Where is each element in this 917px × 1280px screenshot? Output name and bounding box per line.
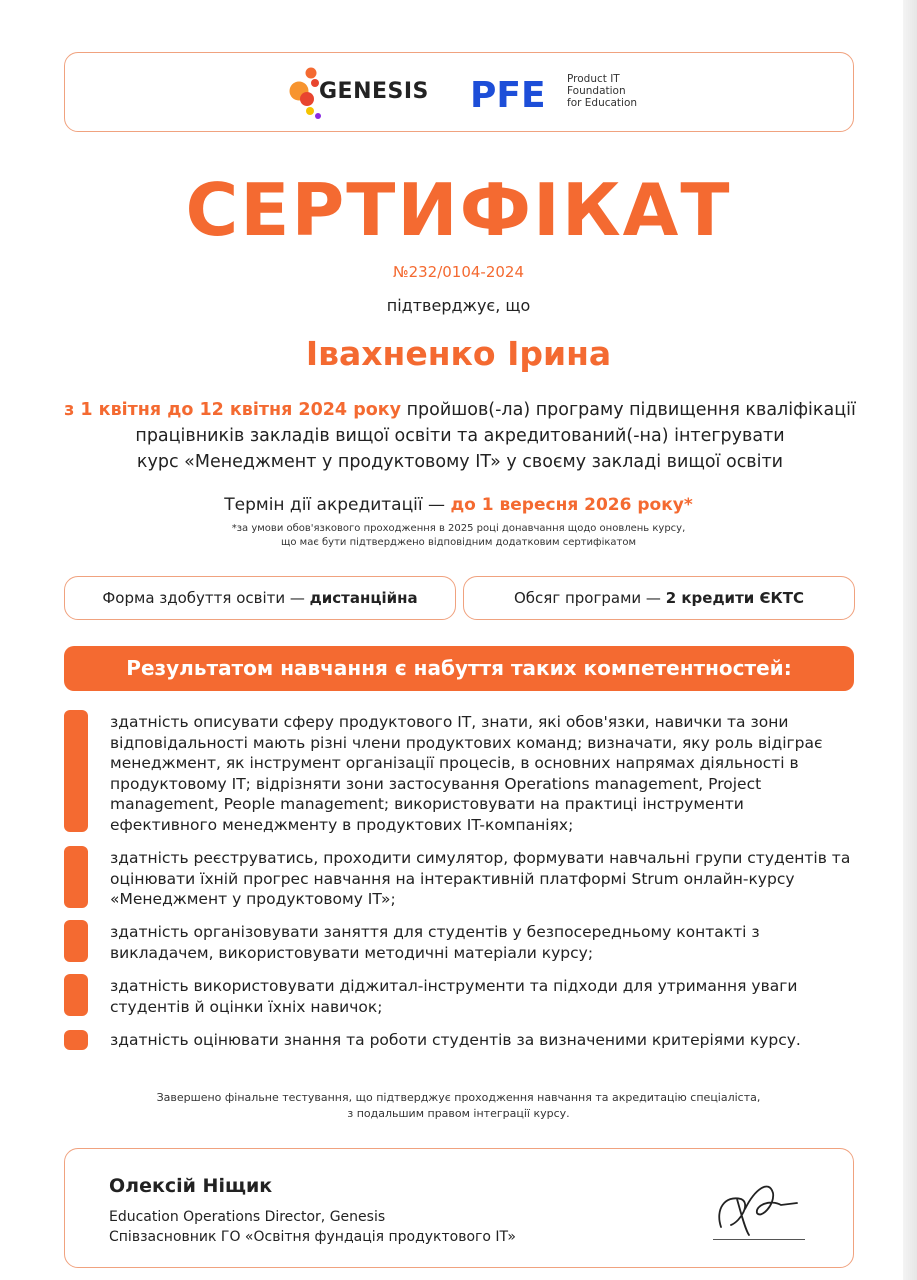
footnote-line: що має бути підтверджено відповідним додатковим сертифікатом [280,537,637,548]
validity-date: до 1 вересня 2026 року* [450,495,693,515]
competency-item: здатність оцінювати знання та роботи студентів за визначеними критеріями курсу. [110,1031,801,1049]
competency-marker [64,1030,88,1050]
education-form-label: Форма здобуття освіти — [102,589,310,607]
education-form [65,589,455,607]
competencies-heading: Результатом навчання є набуття таких компетентностей: [126,656,792,680]
competency-marker [64,974,88,1016]
closing-statement [0,1090,917,1122]
closing-line: з подальшим правом інтеграції курсу. [347,1107,570,1120]
recipient-name: Івахненко Ірина [305,334,612,373]
confirms-text: підтверджує, що [386,296,531,315]
pfe-logo-icon [470,75,560,111]
signature-block [64,1148,854,1268]
logo-header [64,52,854,132]
competencies-banner [64,646,854,691]
pfe-caption-line: Product IT [567,73,620,85]
competency-item: здатність реєструватись, проходити симулятор, формувати навчальні групи студентів та оцінювати їхній прогрес навчання на інтерактивній платформі Strum онлайн-курсу «Менеджмент у продуктовому IT»; [110,849,851,908]
program-volume-value: 2 кредити ЄКТС [665,589,804,607]
program-volume-label: Обсяг програми — [514,589,666,607]
pfe-caption-line: for Education [567,97,638,109]
program-volume [464,589,854,607]
completion-statement [40,397,880,475]
signature-line [713,1239,805,1240]
competency-marker [64,710,88,832]
competency-item: здатність організовувати заняття для студентів у безпосередньому контакті з викладачем, використовувати методичні матеріали курсу; [110,923,760,962]
competency-marker [64,920,88,962]
genesis-wordmark: GENESIS [319,79,429,104]
pfe-caption-line: Foundation [567,85,626,97]
signer-name: Олексій Ніщик [109,1175,273,1197]
footnote-line: *за умови обов'язкового проходження в 2025 році донавчання щодо оновлень курсу, [231,523,686,534]
closing-line: Завершено фінальне тестування, що підтверджує проходження навчання та акредитацію спеціаліста, [156,1091,761,1104]
course-period: з 1 квітня до 12 квітня 2024 року [64,400,402,420]
certificate-title: СЕРТИФІКАТ [185,168,732,252]
pfe-mark-text: PFE [470,75,546,111]
statement-line-3: курс «Менеджмент у продуктовому IT» у своєму закладі вищої освіти [136,452,784,472]
statement-line-2: працівників закладів вищої освіти та акредитований(-на) інтегрувати [135,426,785,446]
education-form-value: дистанційна [309,589,418,607]
signer-organization: Співзасновник ГО «Освітня фундація продуктового IT» [109,1229,516,1245]
validity-footnote [0,522,917,550]
competency-item: здатність описувати сферу продуктового IT, знати, які обов'язки, навички та зони відповідальності мають різні члени продуктових команд; визначати, яку роль відіграє менеджмент, як інструмент організації процесів, в основних напрямах діяльності в продуктовому IT; відрізняти зони застосування Operations management, Project management, People management; використовувати на практиці інструменти ефективного менеджменту в продуктових IT-компаніях; [110,713,823,834]
statement-line-1: пройшов(-ла) програму підвищення кваліфікації [401,400,856,420]
program-volume-box [463,576,855,620]
signer-role: Education Operations Director, Genesis [109,1209,386,1225]
validity-label: Термін дії акредитації — [224,495,451,515]
certificate-number: №232/0104-2024 [392,263,525,281]
education-form-box [64,576,456,620]
accreditation-validity [0,495,917,515]
handwritten-signature [711,1169,811,1239]
competency-marker [64,846,88,908]
pfe-caption [567,73,637,109]
competency-item: здатність використовувати діджитал-інструменти та підходи для утримання уваги студентів й оцінки їхніх навичок; [110,977,798,1016]
